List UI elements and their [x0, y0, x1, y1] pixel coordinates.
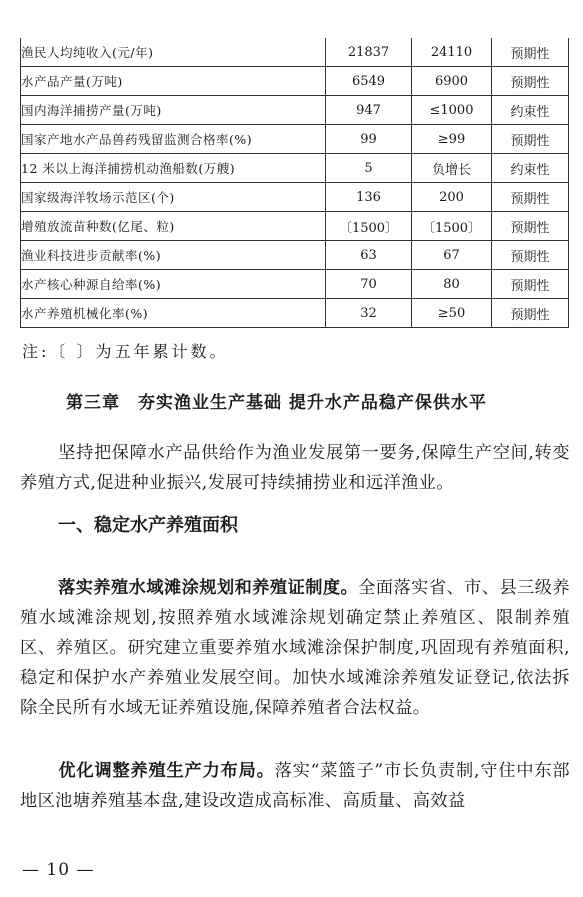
attribute-cell: 预期性 [492, 241, 569, 270]
baseline-value-cell: 6549 [326, 67, 412, 96]
chapter-title: 第三章 夯实渔业生产基础 提升水产品稳产保供水平 [66, 393, 487, 413]
indicator-table [20, 38, 569, 328]
attribute-cell: 预期性 [492, 38, 569, 67]
attribute-cell: 预期性 [492, 125, 569, 154]
paragraph-lead: 落实养殖水域滩涂规划和养殖证制度。 [58, 578, 359, 598]
target-value-cell: 6900 [412, 67, 492, 96]
target-value-cell: ≤1000 [412, 96, 492, 125]
section-heading: 一、稳定水产养殖面积 [58, 515, 238, 536]
table-row [21, 67, 569, 96]
table-row [21, 38, 569, 67]
target-value-cell: 80 [412, 270, 492, 299]
table-row [21, 125, 569, 154]
attribute-cell: 预期性 [492, 212, 569, 241]
attribute-cell: 预期性 [492, 299, 569, 328]
paragraph-text: 落实“菜篮子”市长负责制,守住中东部地区池塘养殖基本盘,建设改造成高标准、高质量、高效益 [20, 761, 570, 811]
attribute-cell: 约束性 [492, 96, 569, 125]
indicator-name-cell: 水产核心种源自给率(%) [21, 270, 326, 299]
paragraph-intro [20, 438, 570, 498]
table-row [21, 299, 569, 328]
baseline-value-cell: 70 [326, 270, 412, 299]
paragraph-intro-text: 坚持把保障水产品供给作为渔业发展第一要务,保障生产空间,转变养殖方式,促进种业振兴,发展可持续捕捞业和远洋渔业。 [20, 443, 570, 493]
indicator-name-cell: 水产品产量(万吨) [21, 67, 326, 96]
baseline-value-cell: 136 [326, 183, 412, 212]
indicator-name-cell: 水产养殖机械化率(%) [21, 299, 326, 328]
indicator-table-body [21, 38, 569, 328]
baseline-value-cell: 32 [326, 299, 412, 328]
target-value-cell: 24110 [412, 38, 492, 67]
table-row [21, 212, 569, 241]
target-value-cell: ≥99 [412, 125, 492, 154]
baseline-value-cell: 5 [326, 154, 412, 183]
indicator-name-cell: 国内海洋捕捞产量(万吨) [21, 96, 326, 125]
indicator-name-cell: 增殖放流苗种数(亿尾、粒) [21, 212, 326, 241]
baseline-value-cell: 21837 [326, 38, 412, 67]
indicator-name-cell: 渔业科技进步贡献率(%) [21, 241, 326, 270]
baseline-value-cell: 99 [326, 125, 412, 154]
paragraph-layout-optimization [20, 756, 570, 816]
paragraph-lead: 优化调整养殖生产力布局。 [58, 761, 275, 781]
indicator-name-cell: 12 米以上海洋捕捞机动渔船数(万艘) [21, 154, 326, 183]
target-value-cell: 200 [412, 183, 492, 212]
paragraph-text: 全面落实省、市、县三级养殖水域滩涂规划,按照养殖水域滩涂规划确定禁止养殖区、限制养殖区、养殖区。研究建立重要养殖水域滩涂保护制度,巩固现有养殖面积,稳定和保护水产养殖业发展空间。加快水域滩涂养殖发证登记,依法拆除全民所有水域无证养殖设施,保障养殖者合法权益。 [20, 578, 570, 718]
target-value-cell: 负增长 [412, 154, 492, 183]
table-row [21, 241, 569, 270]
indicator-table-container [20, 38, 568, 328]
table-row [21, 154, 569, 183]
indicator-name-cell: 国家产地水产品兽药残留监测合格率(%) [21, 125, 326, 154]
baseline-value-cell: 947 [326, 96, 412, 125]
paragraph-aquaculture-planning [20, 573, 570, 723]
attribute-cell: 预期性 [492, 67, 569, 96]
page-number: — 10 — [22, 860, 95, 880]
indicator-name-cell: 国家级海洋牧场示范区(个) [21, 183, 326, 212]
table-row [21, 270, 569, 299]
attribute-cell: 预期性 [492, 270, 569, 299]
table-row [21, 183, 569, 212]
attribute-cell: 预期性 [492, 183, 569, 212]
target-value-cell: 〔1500〕 [412, 212, 492, 241]
table-note: 注:〔 〕为五年累计数。 [22, 342, 229, 361]
baseline-value-cell: 63 [326, 241, 412, 270]
indicator-name-cell: 渔民人均纯收入(元/年) [21, 38, 326, 67]
attribute-cell: 约束性 [492, 154, 569, 183]
baseline-value-cell: 〔1500〕 [326, 212, 412, 241]
table-row [21, 96, 569, 125]
target-value-cell: 67 [412, 241, 492, 270]
target-value-cell: ≥50 [412, 299, 492, 328]
